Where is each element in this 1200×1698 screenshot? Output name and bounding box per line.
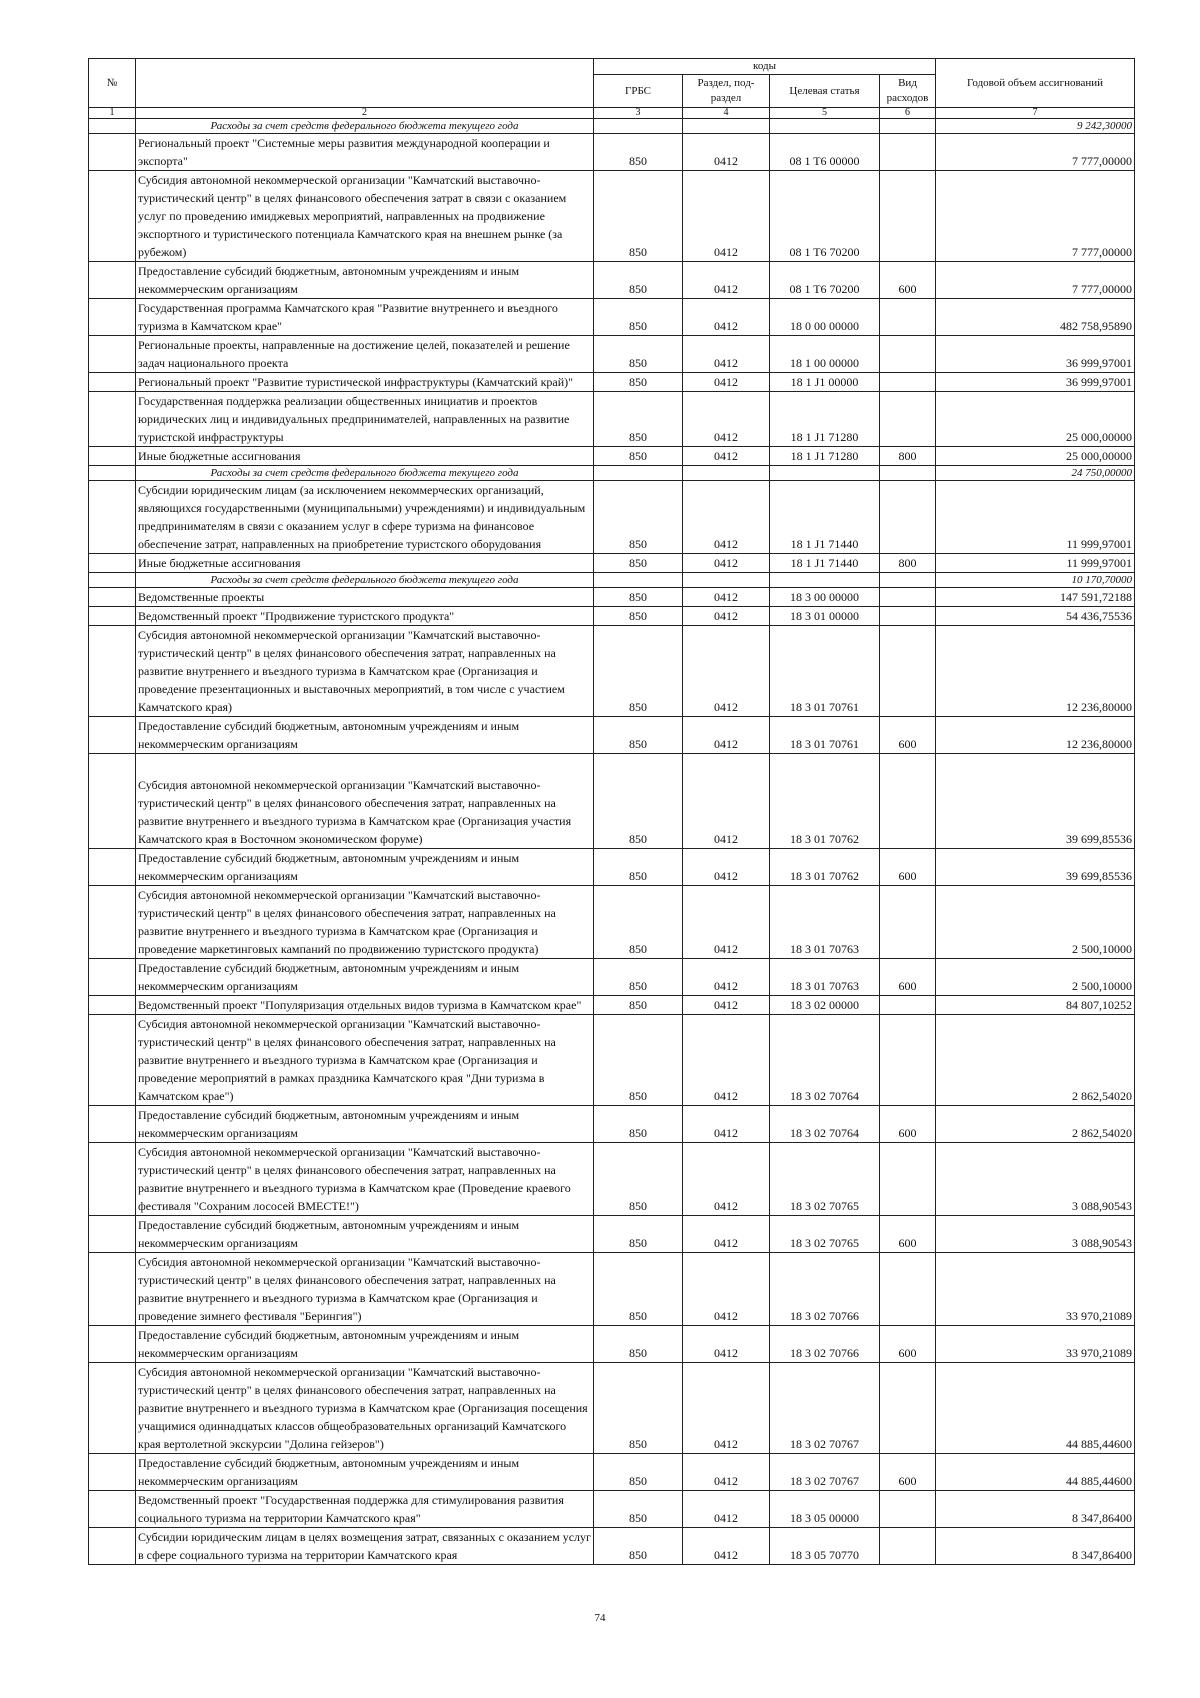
row-description: Иные бюджетные ассигнования [136,447,594,466]
row-section: 0412 [683,754,770,849]
table-row [89,171,1135,262]
empty-cell [683,466,770,481]
row-target-article: 18 1 J1 71280 [770,392,880,447]
table-row [89,1106,1135,1143]
row-section: 0412 [683,1326,770,1363]
row-description: Субсидии юридическим лицам (за исключением некоммерческих организаций, являющихся государственными (муниципальными) учреждениями) и индивидуальным предпринимателям в связи с оказанием услуг в сфере туризма на финансовое обеспечение затрат, направленных на приобретение туристского оборудования [136,481,594,554]
header-exp-type: Вид расходов [880,75,936,108]
row-grbs: 850 [594,1216,683,1253]
row-expense-type [880,1015,936,1106]
row-description: Субсидия автономной некоммерческой организации "Камчатский выставочно-туристический центр" в целях финансового обеспечения затрат, направленных на развитие внутреннего и въездного туризма в Камчатском крае (Организация посещения учащимися одиннадцатых классов общеобразовательных организаций Камчатского края вертолетной экскурсии "Долина гейзеров") [136,1363,594,1454]
table-row [89,554,1135,573]
row-target-article: 18 1 J1 71440 [770,481,880,554]
colnum-3: 3 [594,108,683,119]
row-section: 0412 [683,1106,770,1143]
row-description: Предоставление субсидий бюджетным, автономным учреждениям и иным некоммерческим организациям [136,262,594,299]
row-amount: 44 885,44600 [936,1363,1135,1454]
row-amount: 7 777,00000 [936,171,1135,262]
row-expense-type [880,392,936,447]
row-number [89,996,136,1015]
row-section: 0412 [683,886,770,959]
note-text: Расходы за счет средств федерального бюджета текущего года [136,119,594,134]
empty-cell [770,466,880,481]
row-number [89,373,136,392]
row-grbs: 850 [594,299,683,336]
row-description: Предоставление субсидий бюджетным, автономным учреждениям и иным некоммерческим организациям [136,1326,594,1363]
header-desc [136,59,594,108]
row-target-article: 18 3 05 00000 [770,1491,880,1528]
row-grbs: 850 [594,607,683,626]
row-target-article: 18 3 02 70766 [770,1326,880,1363]
row-number [89,1253,136,1326]
row-grbs: 850 [594,481,683,554]
row-grbs: 850 [594,588,683,607]
row-grbs: 850 [594,1015,683,1106]
empty-cell [880,119,936,134]
row-number [89,607,136,626]
row-section: 0412 [683,1363,770,1454]
table-row [89,754,1135,849]
row-target-article: 18 3 02 70765 [770,1143,880,1216]
row-target-article: 18 3 02 70766 [770,1253,880,1326]
row-amount: 3 088,90543 [936,1143,1135,1216]
row-description: Субсидия автономной некоммерческой организации "Камчатский выставочно-туристический центр" в целях финансового обеспечения затрат, направленных на развитие внутреннего и въездного туризма в Камчатском крае (Организация и проведение зимнего фестиваля "Берингия") [136,1253,594,1326]
row-section: 0412 [683,1216,770,1253]
row-target-article: 08 1 T6 70200 [770,171,880,262]
row-grbs: 850 [594,886,683,959]
row-grbs: 850 [594,996,683,1015]
row-target-article: 18 3 01 70763 [770,886,880,959]
table-row [89,262,1135,299]
row-expense-type [880,481,936,554]
row-grbs: 850 [594,134,683,171]
row-number [89,1491,136,1528]
table-row [89,447,1135,466]
row-number [89,171,136,262]
note-amount: 9 242,30000 [936,119,1135,134]
row-grbs: 850 [594,554,683,573]
row-description: Субсидия автономной некоммерческой организации "Камчатский выставочно-туристический центр" в целях финансового обеспечения затрат, направленных на развитие внутреннего и въездного туризма в Камчатском крае (Проведение краевого фестиваля "Сохраним лососей ВМЕСТЕ!") [136,1143,594,1216]
row-amount: 2 500,10000 [936,959,1135,996]
row-description: Государственная программа Камчатского края "Развитие внутреннего и въездного туризма в Камчатском крае" [136,299,594,336]
row-number [89,717,136,754]
table-row [89,607,1135,626]
empty-cell [683,119,770,134]
row-amount: 36 999,97001 [936,373,1135,392]
table-row [89,336,1135,373]
row-description: Государственная поддержка реализации общественных инициатив и проектов юридических лиц и индивидуальных предпринимателей, направленных на развитие туристской инфраструктуры [136,392,594,447]
row-description: Ведомственный проект "Продвижение туристского продукта" [136,607,594,626]
row-amount: 3 088,90543 [936,1216,1135,1253]
row-number [89,481,136,554]
row-description: Предоставление субсидий бюджетным, автономным учреждениям и иным некоммерческим организациям [136,717,594,754]
row-grbs: 850 [594,1363,683,1454]
funding-note-row [89,573,1135,588]
table-row [89,299,1135,336]
row-target-article: 08 1 T6 70200 [770,262,880,299]
table-body [89,119,1135,1565]
row-target-article: 18 3 01 70761 [770,626,880,717]
row-amount: 2 500,10000 [936,886,1135,959]
row-target-article: 18 0 00 00000 [770,299,880,336]
row-description: Субсидия автономной некоммерческой организации "Камчатский выставочно-туристический центр" в целях финансового обеспечения затрат в связи с оказанием услуг по проведению имиджевых мероприятий, направленных на продвижение экспортного и туристического потенциала Камчатского края на внешнем рынке (за рубежом) [136,171,594,262]
table-row [89,373,1135,392]
row-amount: 147 591,72188 [936,588,1135,607]
row-number [89,1363,136,1454]
row-target-article: 18 3 02 70767 [770,1454,880,1491]
row-expense-type: 800 [880,447,936,466]
empty-cell [89,119,136,134]
row-grbs: 850 [594,1253,683,1326]
colnum-5: 5 [770,108,880,119]
table-row [89,959,1135,996]
table-row [89,717,1135,754]
row-number [89,1015,136,1106]
row-grbs: 850 [594,171,683,262]
empty-cell [880,466,936,481]
empty-cell [770,573,880,588]
row-section: 0412 [683,134,770,171]
header-amount: Годовой объем ассигнований [936,59,1135,108]
row-number [89,754,136,849]
header-target: Целевая статья [770,75,880,108]
colnum-7: 7 [936,108,1135,119]
funding-note-row [89,119,1135,134]
row-expense-type: 600 [880,1216,936,1253]
row-section: 0412 [683,1253,770,1326]
table-row [89,1454,1135,1491]
table-row [89,626,1135,717]
row-amount: 39 699,85536 [936,849,1135,886]
row-amount: 8 347,86400 [936,1491,1135,1528]
row-grbs: 850 [594,959,683,996]
row-grbs: 850 [594,626,683,717]
row-expense-type [880,171,936,262]
row-number [89,554,136,573]
row-number [89,1454,136,1491]
row-section: 0412 [683,373,770,392]
row-number [89,588,136,607]
row-grbs: 850 [594,262,683,299]
row-expense-type: 600 [880,262,936,299]
row-grbs: 850 [594,849,683,886]
row-grbs: 850 [594,1491,683,1528]
empty-cell [89,466,136,481]
row-amount: 33 970,21089 [936,1326,1135,1363]
row-amount: 36 999,97001 [936,336,1135,373]
colnum-4: 4 [683,108,770,119]
colnum-2: 2 [136,108,594,119]
row-section: 0412 [683,299,770,336]
row-expense-type [880,588,936,607]
row-section: 0412 [683,1491,770,1528]
table-row [89,1326,1135,1363]
row-grbs: 850 [594,336,683,373]
row-expense-type: 600 [880,1106,936,1143]
row-number [89,1216,136,1253]
row-number [89,849,136,886]
row-amount: 7 777,00000 [936,134,1135,171]
note-text: Расходы за счет средств федерального бюджета текущего года [136,466,594,481]
row-description: Региональный проект "Системные меры развития международной кооперации и экспорта" [136,134,594,171]
budget-table [88,58,1135,1565]
row-grbs: 850 [594,1143,683,1216]
row-expense-type [880,996,936,1015]
page-number: 74 [594,1612,606,1624]
table-row [89,886,1135,959]
row-target-article: 18 1 00 00000 [770,336,880,373]
row-expense-type [880,1528,936,1565]
table-header [89,59,1135,119]
empty-cell [89,573,136,588]
row-grbs: 850 [594,754,683,849]
row-target-article: 18 3 01 00000 [770,607,880,626]
colnum-1: 1 [89,108,136,119]
row-section: 0412 [683,1143,770,1216]
header-grbs: ГРБС [594,75,683,108]
row-expense-type [880,336,936,373]
table-row [89,1491,1135,1528]
empty-cell [770,119,880,134]
note-text: Расходы за счет средств федерального бюджета текущего года [136,573,594,588]
row-section: 0412 [683,959,770,996]
row-target-article: 18 3 02 70767 [770,1363,880,1454]
row-grbs: 850 [594,447,683,466]
funding-note-row [89,466,1135,481]
row-number [89,1528,136,1565]
row-section: 0412 [683,626,770,717]
header-num: № [89,59,136,108]
row-description: Субсидии юридическим лицам в целях возмещения затрат, связанных с оказанием услуг в сфере социального туризма на территории Камчатского края [136,1528,594,1565]
row-section: 0412 [683,554,770,573]
row-number [89,336,136,373]
row-section: 0412 [683,849,770,886]
row-expense-type [880,299,936,336]
row-target-article: 08 1 T6 00000 [770,134,880,171]
row-amount: 2 862,54020 [936,1106,1135,1143]
row-description: Предоставление субсидий бюджетным, автономным учреждениям и иным некоммерческим организациям [136,849,594,886]
row-target-article: 18 3 01 70761 [770,717,880,754]
table-row [89,996,1135,1015]
row-amount: 11 999,97001 [936,554,1135,573]
empty-cell [594,573,683,588]
row-description: Предоставление субсидий бюджетным, автономным учреждениям и иным некоммерческим организациям [136,959,594,996]
row-description: Ведомственный проект "Государственная поддержка для стимулирования развития социального туризма на территории Камчатского края" [136,1491,594,1528]
row-amount: 11 999,97001 [936,481,1135,554]
empty-cell [594,466,683,481]
row-expense-type [880,754,936,849]
row-section: 0412 [683,262,770,299]
empty-cell [683,573,770,588]
row-grbs: 850 [594,1106,683,1143]
table-row [89,481,1135,554]
row-description: Региональные проекты, направленные на достижение целей, показателей и решение задач национального проекта [136,336,594,373]
row-number [89,392,136,447]
colnum-6: 6 [880,108,936,119]
row-amount: 8 347,86400 [936,1528,1135,1565]
row-expense-type: 800 [880,554,936,573]
row-section: 0412 [683,481,770,554]
note-amount: 10 170,70000 [936,573,1135,588]
row-amount: 12 236,80000 [936,717,1135,754]
row-number [89,299,136,336]
row-section: 0412 [683,588,770,607]
column-numbers-row [89,108,1135,119]
row-target-article: 18 3 05 70770 [770,1528,880,1565]
row-section: 0412 [683,392,770,447]
row-amount: 7 777,00000 [936,262,1135,299]
row-amount: 482 758,95890 [936,299,1135,336]
row-section: 0412 [683,171,770,262]
header-section: Раздел, под-раздел [683,75,770,108]
row-amount: 39 699,85536 [936,754,1135,849]
note-amount: 24 750,00000 [936,466,1135,481]
table-row [89,1216,1135,1253]
row-target-article: 18 3 02 70765 [770,1216,880,1253]
row-number [89,1106,136,1143]
table-row [89,1528,1135,1565]
row-number [89,1143,136,1216]
row-target-article: 18 3 02 70764 [770,1106,880,1143]
row-number [89,134,136,171]
row-expense-type [880,626,936,717]
row-grbs: 850 [594,1528,683,1565]
row-target-article: 18 3 01 70762 [770,849,880,886]
header-codes: коды [594,59,936,75]
row-target-article: 18 1 J1 71440 [770,554,880,573]
row-section: 0412 [683,447,770,466]
empty-cell [594,119,683,134]
row-section: 0412 [683,717,770,754]
row-target-article: 18 3 01 70762 [770,754,880,849]
table-row [89,1253,1135,1326]
row-description: Предоставление субсидий бюджетным, автономным учреждениям и иным некоммерческим организациям [136,1106,594,1143]
row-target-article: 18 3 01 70763 [770,959,880,996]
row-amount: 25 000,00000 [936,392,1135,447]
row-number [89,1326,136,1363]
row-target-article: 18 3 00 00000 [770,588,880,607]
row-expense-type: 600 [880,1454,936,1491]
row-section: 0412 [683,607,770,626]
row-description: Предоставление субсидий бюджетным, автономным учреждениям и иным некоммерческим организациям [136,1454,594,1491]
row-expense-type [880,1143,936,1216]
row-expense-type [880,373,936,392]
row-expense-type [880,1363,936,1454]
row-grbs: 850 [594,373,683,392]
table-row [89,849,1135,886]
row-section: 0412 [683,996,770,1015]
row-section: 0412 [683,1454,770,1491]
row-amount: 33 970,21089 [936,1253,1135,1326]
row-description: Субсидия автономной некоммерческой организации "Камчатский выставочно-туристический центр" в целях финансового обеспечения затрат, направленных на развитие внутреннего и въездного туризма в Камчатском крае (Организация и проведение мероприятий в рамках праздника Камчатского края "Дни туризма в Камчатском крае") [136,1015,594,1106]
row-description: Субсидия автономной некоммерческой организации "Камчатский выставочно-туристический центр" в целях финансового обеспечения затрат, направленных на развитие внутреннего и въездного туризма в Камчатском крае (Организация и проведение презентационных и выставочных мероприятий, в том числе с участием Камчатского края) [136,626,594,717]
table-row [89,1015,1135,1106]
row-grbs: 850 [594,1326,683,1363]
table-row [89,1143,1135,1216]
row-description: Субсидия автономной некоммерческой организации "Камчатский выставочно-туристический центр" в целях финансового обеспечения затрат, направленных на развитие внутреннего и въездного туризма в Камчатском крае (Организация и проведение маркетинговых кампаний по продвижению туристского продукта) [136,886,594,959]
row-description: Региональный проект "Развитие туристической инфраструктуры (Камчатский край)" [136,373,594,392]
row-amount: 44 885,44600 [936,1454,1135,1491]
row-expense-type: 600 [880,849,936,886]
row-target-article: 18 1 J1 00000 [770,373,880,392]
row-number [89,262,136,299]
row-amount: 84 807,10252 [936,996,1135,1015]
row-grbs: 850 [594,717,683,754]
row-section: 0412 [683,336,770,373]
row-number [89,959,136,996]
row-expense-type: 600 [880,959,936,996]
row-target-article: 18 3 02 70764 [770,1015,880,1106]
table-row [89,588,1135,607]
row-section: 0412 [683,1528,770,1565]
table-row [89,134,1135,171]
row-expense-type [880,1491,936,1528]
table-row [89,392,1135,447]
row-target-article: 18 3 02 00000 [770,996,880,1015]
row-section: 0412 [683,1015,770,1106]
row-amount: 12 236,80000 [936,626,1135,717]
row-amount: 54 436,75536 [936,607,1135,626]
row-expense-type: 600 [880,1326,936,1363]
row-description: Предоставление субсидий бюджетным, автономным учреждениям и иным некоммерческим организациям [136,1216,594,1253]
row-description: Ведомственный проект "Популяризация отдельных видов туризма в Камчатском крае" [136,996,594,1015]
row-target-article: 18 1 J1 71280 [770,447,880,466]
table-row [89,1363,1135,1454]
row-grbs: 850 [594,392,683,447]
row-description: Иные бюджетные ассигнования [136,554,594,573]
empty-cell [880,573,936,588]
row-number [89,626,136,717]
row-expense-type [880,886,936,959]
row-expense-type: 600 [880,717,936,754]
row-number [89,886,136,959]
row-description: Субсидия автономной некоммерческой организации "Камчатский выставочно-туристический центр" в целях финансового обеспечения затрат, направленных на развитие внутреннего и въездного туризма в Камчатском крае (Организация участия Камчатского края в Восточном экономическом форуме) [136,754,594,849]
row-number [89,447,136,466]
row-expense-type [880,134,936,171]
row-expense-type [880,607,936,626]
row-description: Ведомственные проекты [136,588,594,607]
row-grbs: 850 [594,1454,683,1491]
row-amount: 25 000,00000 [936,447,1135,466]
row-amount: 2 862,54020 [936,1015,1135,1106]
row-expense-type [880,1253,936,1326]
